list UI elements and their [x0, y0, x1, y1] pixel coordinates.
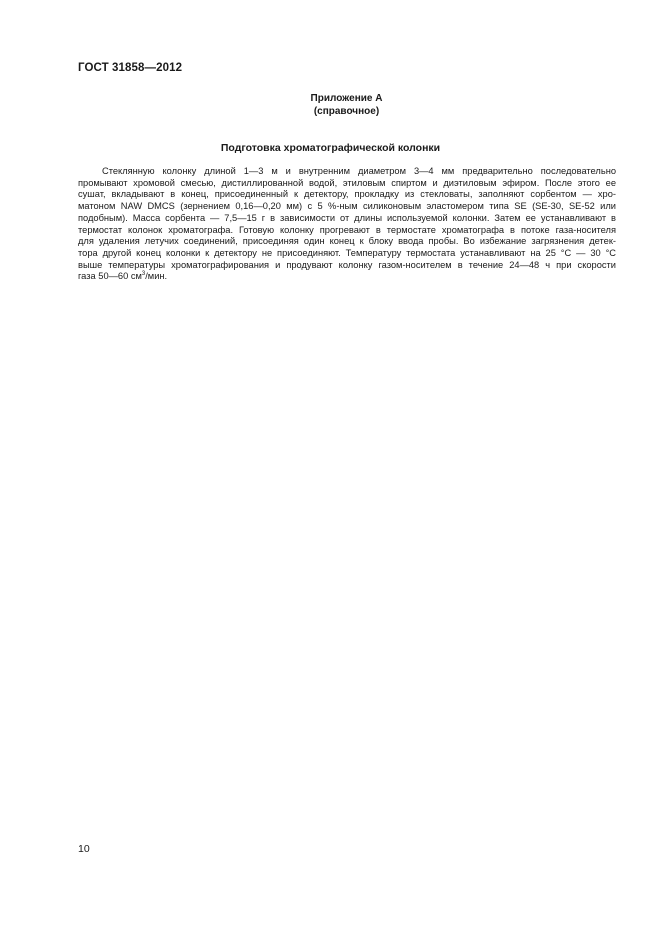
superscript-cubed: 3	[141, 271, 146, 278]
document-standard-header: ГОСТ 31858—2012	[78, 62, 183, 74]
paragraph-line: термостат колонок хроматографа. Готовую колонку прогревают в термостате хроматографа в потоке газа-носителя	[78, 224, 616, 235]
last-line-text: газа 50—60 см	[78, 271, 142, 282]
paragraph-line: подобным). Масса сорбента — 7,5—15 г в зависимости от длины используемой колонки. Затем ее устанавливают в	[78, 212, 616, 223]
last-line-unit: /мин.	[145, 271, 168, 282]
paragraph-line: сушат, вкладывают в конец, присоединенный к детектору, прокладку из стекловаты, заполняют сорбентом — хро-	[78, 189, 616, 200]
paragraph-line: промывают хромовой смесью, дистиллированной водой, этиловым спиртом и диэтиловым эфиром. После этого ее	[78, 177, 616, 188]
paragraph-last-line	[78, 271, 616, 283]
page-number: 10	[78, 843, 90, 855]
paragraph-line: тора другой конец колонки к детектору не присоединяют. Температуру термостата устанавливают на 25 °С — 30 °С	[78, 247, 616, 258]
appendix-subtitle: (справочное)	[313, 106, 380, 117]
appendix-heading	[0, 92, 661, 118]
body-paragraph	[78, 166, 616, 283]
paragraph-line: матоном NAW DMCS (зернением 0,16—0,20 мм) с 5 %-ным силиконовым эластомером типа SE (SE-30, SE-52 или	[78, 201, 616, 212]
paragraph-line: выше температуры хроматографирования и продувают колонку газом-носителем в течение 24—48 ч при скорости	[78, 259, 616, 270]
paragraph-line: Стеклянную колонку длиной 1—3 м и внутренним диаметром 3—4 мм предварительно последовательно	[102, 166, 616, 176]
section-title: Подготовка хроматографической колонки	[220, 142, 441, 154]
appendix-title: Приложение А	[310, 93, 383, 104]
paragraph-line: для удаления летучих соединений, присоединяя один конец к блоку ввода пробы. Во избежание загрязнения детек-	[78, 236, 616, 247]
